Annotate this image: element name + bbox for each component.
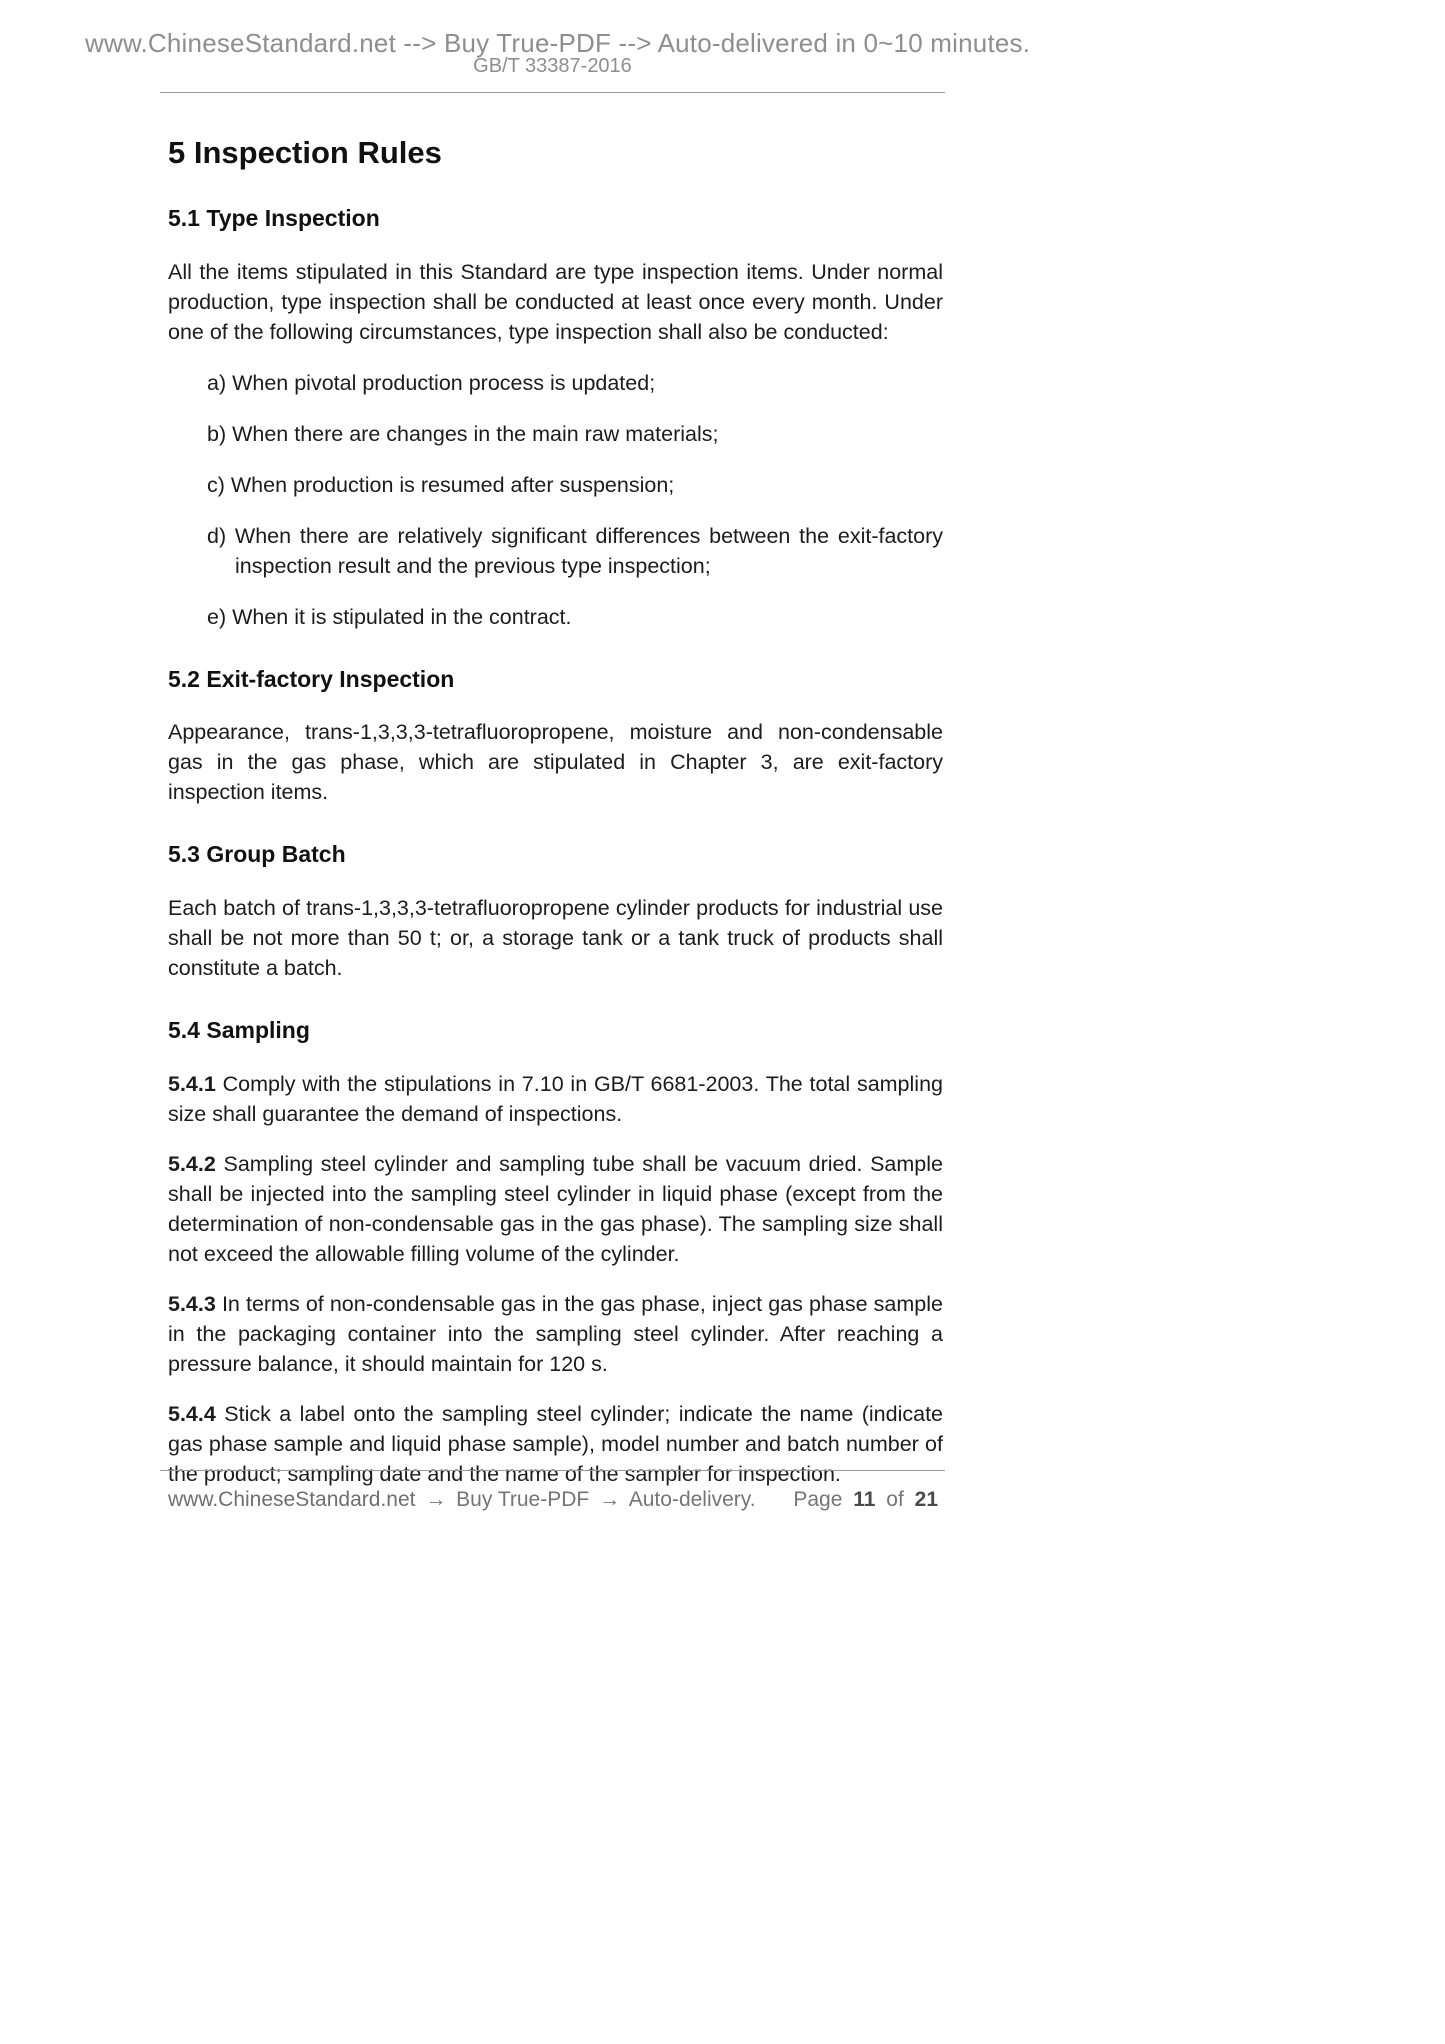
chapter-title: 5 Inspection Rules <box>168 135 442 170</box>
clause-number: 5.4.1 <box>168 1071 216 1096</box>
clause-number: 5.4.2 <box>168 1151 216 1176</box>
clause-5-4-1 <box>168 1069 943 1129</box>
clause-text: Sampling steel cylinder and sampling tube shall be vacuum dried. Sample shall be injected into the sampling steel cylinder in liquid phase (except from the determination of non-condensable gas in the gas phase). The sampling size shall not exceed the allowable filling volume of the cylinder. <box>168 1151 943 1266</box>
heading-5-3: 5.3 Group Batch <box>168 841 346 868</box>
doc-number: GB/T 33387-2016 <box>473 55 632 77</box>
clause-number: 5.4.3 <box>168 1291 216 1316</box>
header-promo-text: www.ChineseStandard.net --> Buy True-PDF --> Auto-delivered in 0~10 minutes. <box>85 28 1031 58</box>
paragraph-5-1: All the items stipulated in this Standard are type inspection items. Under normal production, type inspection shall be conducted at least once every month. Under one of the following circumstances, type inspection shall also be conducted: <box>168 259 943 344</box>
paragraph-5-3: Each batch of trans-1,3,3,3-tetrafluoropropene cylinder products for industrial use shall be not more than 50 t; or, a storage tank or a tank truck of products shall constitute a batch. <box>168 895 943 980</box>
footer-promo <box>168 1488 760 1512</box>
of-label: of <box>886 1488 904 1511</box>
clause-5-4-4 <box>168 1399 943 1489</box>
arrow-icon: → <box>599 1488 621 1511</box>
page-footer <box>168 1488 938 1512</box>
footer-buy-text: Buy True-PDF <box>456 1488 590 1511</box>
header-divider <box>160 92 945 93</box>
page-label: Page <box>793 1488 843 1511</box>
list-item-b: b) When there are changes in the main raw materials; <box>207 421 719 446</box>
clause-5-4-2 <box>168 1149 943 1269</box>
clause-number: 5.4.4 <box>168 1401 216 1426</box>
page-current: 11 <box>853 1488 876 1511</box>
heading-5-4: 5.4 Sampling <box>168 1016 310 1043</box>
paragraph-5-2: Appearance, trans-1,3,3,3-tetrafluoropropene, moisture and non-condensable gas in the gas phase, which are stipulated in Chapter 3, are exit-factory inspection items. <box>168 720 943 805</box>
clause-text: Stick a label onto the sampling steel cylinder; indicate the name (indicate gas phase sample and liquid phase sample), model number and batch number of the product; sampling date and the name of the sampler for inspection. <box>168 1401 944 1486</box>
page-total: 21 <box>914 1488 938 1511</box>
heading-5-2: 5.2 Exit-factory Inspection <box>168 665 455 692</box>
list-item-d: d) When there are relatively significant differences between the exit-factory inspection result and the previous type inspection; <box>207 523 943 578</box>
footer-divider <box>160 1470 945 1471</box>
arrow-icon: → <box>425 1488 447 1511</box>
list-item-c: c) When production is resumed after suspension; <box>207 472 675 497</box>
list-item-e: e) When it is stipulated in the contract. <box>207 604 572 629</box>
clause-text: Comply with the stipulations in 7.10 in GB/T 6681-2003. The total sampling size shall guarantee the demand of inspections. <box>168 1071 943 1126</box>
heading-5-1: 5.1 Type Inspection <box>168 205 380 232</box>
page-content <box>168 118 943 1509</box>
page-indicator <box>788 1488 938 1512</box>
clause-text: In terms of non-condensable gas in the gas phase, inject gas phase sample in the packaging container into the sampling steel cylinder. After reaching a pressure balance, it should maintain for 120 s. <box>168 1291 943 1376</box>
footer-site-link[interactable]: www.ChineseStandard.net <box>168 1488 416 1511</box>
clause-5-4-3 <box>168 1289 943 1379</box>
list-item-a: a) When pivotal production process is updated; <box>207 370 656 395</box>
footer-delivery-text: Auto-delivery. <box>628 1488 756 1511</box>
